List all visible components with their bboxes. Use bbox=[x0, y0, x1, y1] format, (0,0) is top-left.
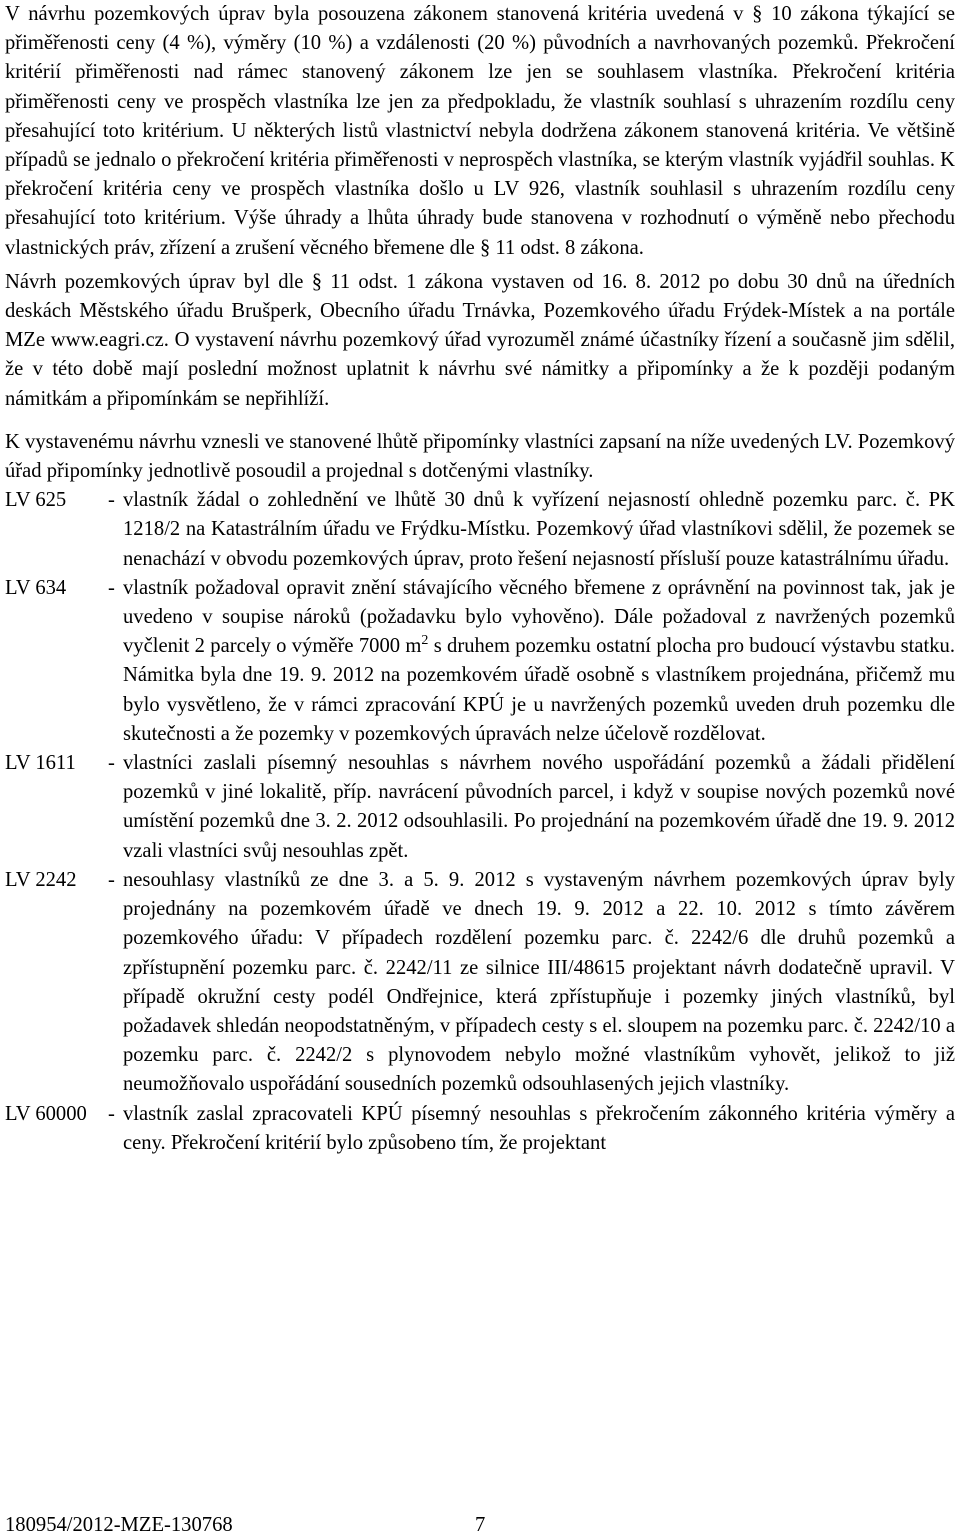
lv-text-part: s druhem pozemku ostatní plocha pro budoucí výstavbu statku. Námitka byla dne 19. 9. 2012 na pozemkovém úřadě osobně s vlastníkem projednána, přičemž mu bylo vysvětleno, že v rámci zpracování KPÚ je u navržených pozemků uveden druh pozemku dle skutečnosti a že pozemky v pozemkových úpravách nelze účelově rozdělovat. bbox=[123, 635, 955, 745]
lv-dash: - bbox=[108, 1102, 115, 1125]
lv-item-2242 bbox=[5, 866, 955, 1100]
superscript-unit: 2 bbox=[421, 633, 429, 649]
document-number: 180954/2012-MZE-130768 bbox=[5, 1514, 233, 1536]
lv-label: LV 1611 bbox=[5, 752, 76, 775]
lv-label: LV 2242 bbox=[5, 868, 77, 891]
lv-item-634 bbox=[5, 574, 955, 749]
lv-comments-list bbox=[5, 486, 955, 1158]
lv-dash: - bbox=[108, 868, 115, 891]
lv-dash: - bbox=[108, 489, 115, 512]
lv-item-1611 bbox=[5, 749, 955, 866]
lv-label: LV 625 bbox=[5, 489, 67, 512]
lv-text bbox=[123, 574, 955, 749]
lv-dash: - bbox=[108, 576, 115, 599]
lv-text: vlastník žádal o zohlednění ve lhůtě 30 dnů k vyřízení nejasností ohledně pozemku parc. č. PK 1218/2 na Katastrálním úřadu ve Frýdku-Místku. Pozemkový úřad vlastníkovi sdělil, že pozemek se nenachází v obvodu pozemkových úprav, proto řešení nejasností přísluší pouze katastrálnímu úřadu. bbox=[123, 489, 955, 570]
document-page bbox=[5, 0, 955, 1158]
paragraph-proposal-exhibition: Návrh pozemkových úprav byl dle § 11 odst. 1 zákona vystaven od 16. 8. 2012 po dobu 30 dnů na úředních deskách Městského úřadu Brušperk, Obecního úřadu Trnávka, Pozemkového úřadu Frýdek-Místek a na portále MZe www.eagri.cz. O vystavení návrhu pozemkový úřad vyrozuměl známé účastníky řízení a současně jim sdělil, že v této době mají poslední možnost uplatnit k návrhu své námitky a připomínky a že k později podaným námitkám a připomínkám se nepřihlíží. bbox=[5, 270, 955, 410]
lv-item-60000 bbox=[5, 1100, 955, 1158]
paragraph-comments-intro: K vystavenému návrhu vznesli ve stanovené lhůtě připomínky vlastníci zapsaní na níže uvedených LV. Pozemkový úřad připomínky jednotlivě posoudil a projednal s dotčenými vlastníky. bbox=[5, 430, 955, 483]
lv-dash: - bbox=[108, 752, 115, 775]
lv-text: vlastníci zaslali písemný nesouhlas s návrhem nového uspořádání pozemků a žádali přidělení pozemků v jiné lokalitě, příp. navrácení původních parcel, i když v soupise nových pozemků nové umístění pozemků dne 3. 2. 2012 odsouhlasili. Po projednání na pozemkovém úřadě dne 19. 9. 2012 vzali vlastníci svůj nesouhlas zpět. bbox=[123, 752, 955, 862]
lv-item-625 bbox=[5, 486, 955, 574]
lv-text: vlastník zaslal zpracovateli KPÚ písemný nesouhlas s překročením zákonného kritéria výměry a ceny. Překročení kritérií bylo způsobeno tím, že projektant bbox=[123, 1102, 955, 1154]
lv-text-part: vlastník požadoval opravit znění stávajícího věcného břemene z oprávnění na povinnost tak, jak je uvedeno v soupise nároků (požadavku bylo vyhověno). Dále požadoval z navržených pozemků vyčlenit 2 parcely o výměře 7000 m bbox=[123, 576, 955, 658]
page-number: 7 bbox=[475, 1514, 486, 1536]
paragraph-evaluation-criteria: V návrhu pozemkových úprav byla posouzena zákonem stanovená kritéria uvedená v § 10 zákona týkající se přiměřenosti ceny (4 %), výměry (10 %) a vzdálenosti (20 %) původních a navrhovaných pozemků. Překročení kritérií přiměřenosti nad rámec stanovený zákonem lze jen se souhlasem vlastníka. Překročení kritéria přiměřenosti ceny ve prospěch vlastníka lze jen za předpokladu, že vlastník souhlasí s uhrazením rozdílu ceny přesahující toto kritérium. U některých listů vlastnictví nebyla dodržena zákonem stanovená kritéria. Ve většině případů se jednalo o překročení kritéria přiměřenosti v neprospěch vlastníka, se kterým vlastník vyjádřil souhlas. K překročení kritéria ceny ve prospěch vlastníka došlo u LV 926, vlastník souhlasil s uhrazením rozdílu ceny přesahující toto kritérium. Výše úhrady a lhůta úhrady bude stanovena v rozhodnutí o výměně nebo přechodu vlastnických práv, zřízení a zrušení věcného břemene dle § 11 odst. 8 zákona. bbox=[5, 3, 955, 259]
lv-label: LV 60000 bbox=[5, 1102, 87, 1125]
lv-label: LV 634 bbox=[5, 576, 67, 599]
lv-text: nesouhlasy vlastníků ze dne 3. a 5. 9. 2012 s vystaveným návrhem pozemkových úprav byly projednány na pozemkovém úřadě ve dnech 19. 9. 2012 a 22. 10. 2012 s tímto závěrem pozemkového úřadu: V případech rozdělení pozemku parc. č. 2242/6 dle druhů pozemků a zpřístupnění pozemku parc. č. 2242/11 ze silnice III/48615 projektant návrh dodatečně upravil. V případě okružní cesty podél Ondřejnice, která zpřístupňuje i pozemky jiných vlastníků, byl požadavek shledán neopodstatněným, v případech cesty s el. sloupem na pozemku parc. č. 2242/10 a pozemku parc. č. 2242/2 s plynovodem nebylo možné vlastníkům vyhovět, jelikož to již neumožňovalo uspořádání sousedních pozemků odsouhlasených jejich vlastníky. bbox=[123, 868, 955, 1096]
